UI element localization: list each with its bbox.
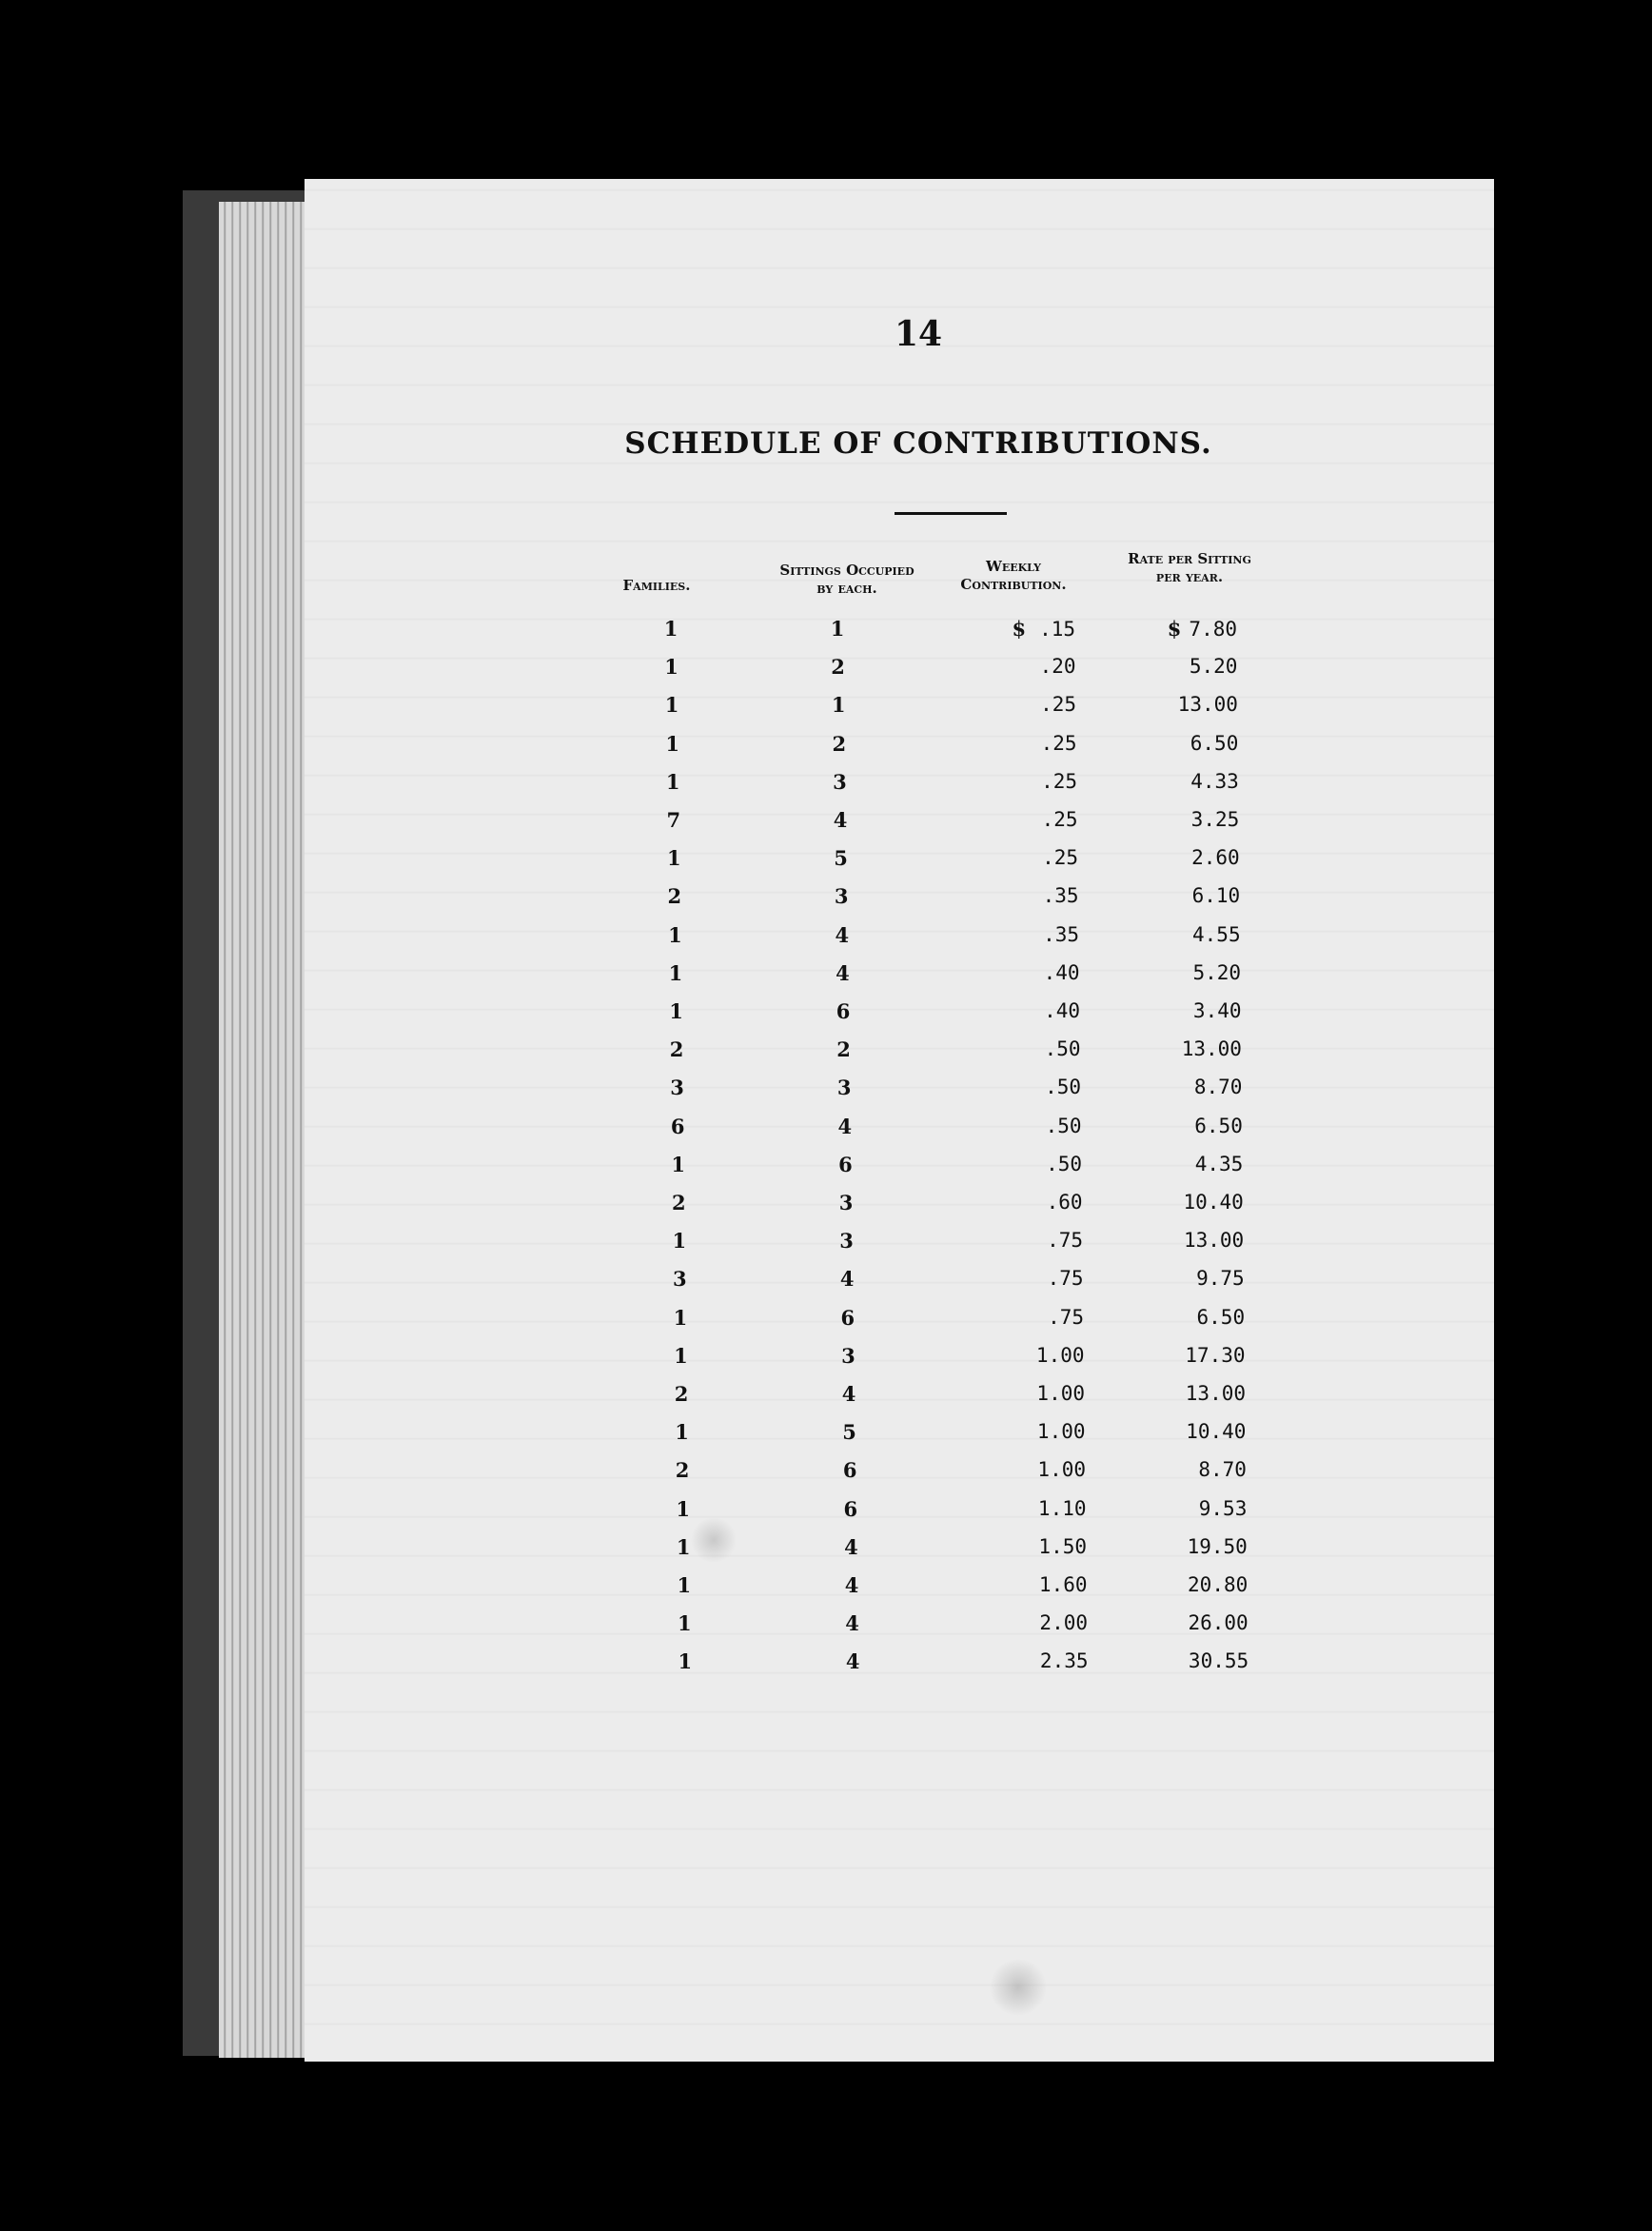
cell-families: 1 [664,693,679,718]
cell-rate-value: 8.70 [1193,1076,1243,1099]
cell-weekly-value: .35 [1042,884,1079,908]
cell-families: 1 [678,1649,693,1674]
cell-rate [1102,1267,1245,1290]
cell-families: 6 [670,1114,685,1138]
cell-rate [1102,1306,1245,1329]
cell-sittings: 3 [834,884,849,909]
cell-rate-value: 26.00 [1188,1611,1249,1635]
cell-weekly-value: .20 [1039,655,1076,679]
table-row [305,923,1494,961]
header-sittings-line1: Sittings Occupied [779,562,914,579]
cell-sittings: 5 [842,1420,856,1445]
header-rate-line1: Rate per Sitting [1128,550,1251,567]
cell-families: 2 [671,1191,686,1214]
table-row [305,1420,1494,1458]
cell-weekly-value: 2.35 [1039,1649,1089,1673]
cell-weekly [954,732,1077,755]
cell-sittings: 3 [838,1191,854,1214]
cell-rate-value: 9.53 [1198,1496,1248,1520]
cell-weekly [954,808,1078,831]
cell-sittings: 1 [831,693,846,718]
cell-rate [1098,923,1241,946]
document-page [305,179,1494,2062]
cell-rate [1103,1420,1246,1443]
cell-weekly-value: 1.00 [1036,1420,1086,1444]
cell-families: 3 [673,1267,687,1292]
cell-weekly [958,1115,1082,1137]
cell-rate-value: 6.50 [1194,1114,1243,1137]
cell-rate [1094,617,1237,641]
cell-sittings: 5 [834,846,848,871]
cell-weekly-value: .25 [1042,846,1078,870]
table-row [305,808,1494,846]
cell-rate [1095,693,1238,716]
cell-rate [1097,846,1240,869]
cell-weekly-value: .15 [1039,618,1075,641]
cell-weekly [954,770,1077,793]
cell-rate [1106,1611,1249,1634]
cell-rate [1099,999,1242,1022]
cell-sittings: 4 [833,808,848,832]
cell-weekly [959,1191,1083,1214]
page-number: 14 [894,314,943,354]
cell-families: 1 [673,1305,688,1330]
cell-rate-value: 6.50 [1196,1305,1246,1329]
cell-weekly [960,1306,1084,1329]
table-row [305,732,1494,770]
table-row [305,961,1494,999]
cell-sittings: 4 [844,1534,858,1559]
cell-rate-value: 9.75 [1196,1267,1245,1291]
cell-families: 1 [663,617,678,641]
cell-families: 1 [665,769,680,794]
table-row [305,1573,1494,1611]
cell-rate [1103,1382,1246,1405]
cell-families: 1 [668,922,682,947]
cell-families: 1 [677,1611,692,1636]
cell-rate-value: 6.50 [1190,731,1239,755]
cell-rate [1105,1573,1248,1596]
table-row [305,655,1494,693]
cell-weekly-value: 1.00 [1035,1343,1085,1367]
cell-sittings: 2 [832,731,847,756]
cell-weekly-value: 1.00 [1037,1458,1086,1482]
cell-weekly [959,1229,1083,1252]
cell-sittings: 3 [836,1076,852,1100]
table-row [305,1306,1494,1344]
cell-sittings: 3 [841,1343,856,1368]
cell-sittings: 3 [839,1229,854,1254]
cell-weekly [955,884,1079,907]
cell-sittings: 4 [835,922,850,947]
cell-rate-value: 13.00 [1177,693,1238,717]
table-row [305,1649,1494,1688]
cell-weekly-value: 1.50 [1038,1534,1087,1558]
cell-sittings: 4 [841,1382,856,1406]
cell-weekly [957,1076,1081,1098]
cell-weekly [964,1611,1088,1634]
cell-rate [1095,732,1238,755]
cell-weekly [958,1153,1082,1175]
cell-sittings: 4 [845,1611,859,1636]
cell-rate-value: 13.00 [1181,1037,1242,1061]
cell-rate-value: 13.00 [1185,1382,1246,1405]
cell-families: 1 [669,999,683,1023]
cell-rate-value: 6.10 [1191,884,1241,908]
cell-weekly-value: .50 [1045,1076,1081,1099]
cell-families: 1 [676,1534,691,1559]
cell-weekly-value: .25 [1041,769,1077,793]
table-row [305,1037,1494,1076]
table-row [305,1191,1494,1229]
cell-weekly-value: .35 [1043,922,1079,946]
cell-sittings: 2 [831,655,845,680]
cell-rate [1100,1153,1243,1175]
cell-rate [1104,1497,1247,1520]
cell-rate [1096,808,1239,831]
table-row [305,770,1494,808]
cell-weekly [962,1458,1086,1481]
cell-weekly [953,693,1076,716]
cell-sittings: 6 [840,1305,856,1330]
table-header [305,550,1494,615]
cell-families: 1 [677,1573,692,1597]
cell-weekly-value: .40 [1043,960,1080,984]
cell-rate-value: 4.55 [1192,922,1241,946]
header-rate-line2: per year. [1155,568,1224,585]
table-row [305,1497,1494,1535]
cell-families: 1 [675,1420,689,1445]
cell-sittings: 4 [845,1649,860,1674]
table-row [305,617,1494,655]
cell-weekly [964,1573,1088,1596]
header-weekly-line1: Weekly [985,558,1042,575]
cell-rate-value: 13.00 [1183,1229,1245,1253]
cell-rate [1106,1649,1249,1672]
cell-families: 1 [666,846,681,871]
cell-families: 1 [672,1229,687,1254]
table-row [305,846,1494,884]
cell-rate-value: 8.70 [1198,1458,1247,1482]
table-row [305,693,1494,731]
cell-rate-value: 17.30 [1185,1343,1246,1367]
cell-families: 3 [670,1076,684,1100]
cell-weekly [961,1382,1085,1405]
header-weekly [923,558,1104,594]
table-row [305,1115,1494,1153]
cell-weekly [963,1497,1087,1520]
cell-weekly [957,1037,1081,1060]
table-row [305,1344,1494,1382]
cell-rate [1103,1344,1246,1367]
title-divider [895,512,1007,515]
cell-weekly [956,999,1080,1022]
cell-families: 1 [676,1496,690,1521]
cell-rate [1096,770,1239,793]
cell-rate [1097,884,1240,907]
cell-families: 1 [674,1343,688,1368]
cell-sittings: 4 [839,1267,855,1292]
cell-weekly [961,1344,1085,1367]
cell-sittings: 6 [843,1496,858,1521]
cell-families: 1 [665,731,679,756]
cell-families: 2 [667,884,682,909]
cell-sittings: 2 [836,1037,851,1062]
cell-sittings: 3 [833,769,847,794]
table-row [305,1611,1494,1649]
cell-rate [1105,1535,1248,1558]
cell-weekly-value: .75 [1048,1305,1084,1329]
cell-sittings: 6 [836,999,851,1023]
cell-rate [1098,961,1241,984]
cell-rate-value: 4.35 [1194,1152,1244,1175]
cell-rate-value: 10.40 [1186,1420,1247,1444]
cell-weekly-value: .60 [1046,1191,1083,1214]
table-row [305,1535,1494,1573]
cell-weekly-value: .75 [1047,1267,1084,1291]
cell-weekly [956,961,1080,984]
header-families-label: Families. [622,577,691,594]
cell-rate [1104,1458,1247,1481]
cell-weekly-value: .40 [1044,999,1080,1022]
cell-sittings: 4 [836,960,850,985]
cell-rate-value: 4.33 [1190,769,1239,793]
cell-rate-value: 5.20 [1192,960,1242,984]
header-sittings [752,562,942,598]
cell-rate-value: 10.40 [1183,1191,1244,1214]
header-sittings-line2: by each. [816,580,877,597]
cell-sittings: 4 [837,1114,853,1138]
cell-families: 2 [669,1037,684,1062]
cell-rate-value: 3.25 [1190,808,1240,831]
cell-rate-value: 3.40 [1192,999,1242,1022]
cell-weekly [955,923,1079,946]
cell-rate-value: 30.55 [1188,1649,1249,1673]
cell-weekly [963,1535,1087,1558]
cell-families: 1 [664,655,678,680]
currency-symbol: $ [1167,617,1182,641]
currency-symbol: $ [1012,617,1027,641]
cell-families: 1 [668,960,683,985]
cell-weekly-value: .25 [1040,731,1077,755]
cell-weekly-value: 1.00 [1036,1382,1085,1405]
table-row [305,1458,1494,1496]
cell-weekly [962,1420,1086,1443]
table-row [305,884,1494,922]
header-rate [1094,550,1285,586]
table-row [305,1153,1494,1191]
header-families [595,577,718,595]
cell-weekly [954,846,1078,869]
cell-rate-value: 20.80 [1188,1573,1249,1596]
cell-rate-value: 2.60 [1191,846,1240,870]
cell-rate [1101,1191,1244,1214]
cell-weekly-value: .25 [1040,693,1076,717]
cell-rate [1094,655,1237,678]
cell-weekly [952,617,1075,641]
cell-weekly-value: 2.00 [1039,1611,1088,1635]
cell-weekly-value: .25 [1041,808,1078,831]
cell-weekly-value: .75 [1047,1229,1083,1253]
cell-sittings: 1 [830,617,845,641]
cell-sittings: 4 [844,1573,859,1597]
cell-rate [1099,1076,1242,1098]
cell-weekly-value: .50 [1045,1114,1082,1137]
cell-families: 7 [666,808,681,832]
page-title: SCHEDULE OF CONTRIBUTIONS. [624,426,1212,461]
cell-weekly-value: .50 [1046,1152,1082,1175]
table-row [305,1076,1494,1114]
cell-rate [1099,1037,1242,1060]
table-row [305,1229,1494,1267]
table-row [305,1382,1494,1420]
cell-families: 2 [675,1458,690,1483]
cell-rate-value: 5.20 [1189,655,1238,679]
table-row [305,999,1494,1037]
table-row [305,1267,1494,1305]
cell-sittings: 6 [838,1152,853,1176]
cell-families: 2 [674,1382,689,1406]
cell-families: 1 [671,1152,685,1176]
header-weekly-line2: Contribution. [960,576,1067,593]
cell-rate [1100,1115,1243,1137]
cell-weekly [953,655,1076,678]
cell-weekly-value: 1.60 [1038,1573,1088,1596]
cell-weekly [965,1649,1089,1672]
cell-rate [1101,1229,1244,1252]
cell-sittings: 6 [842,1458,857,1483]
cell-rate-value: 19.50 [1187,1534,1248,1558]
cell-weekly-value: .50 [1044,1037,1081,1061]
cell-weekly [960,1267,1084,1290]
cell-rate-value: 7.80 [1189,618,1237,641]
cell-weekly-value: 1.10 [1037,1496,1087,1520]
